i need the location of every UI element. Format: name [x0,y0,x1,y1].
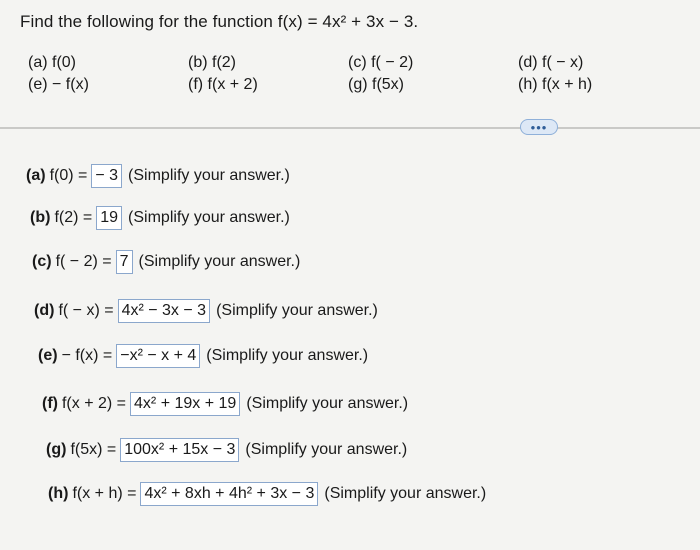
answer-hint: (Simplify your answer.) [324,485,487,502]
answer-expression: f(x + h) = [72,485,137,502]
answer-row-h [48,481,486,507]
answer-box-c[interactable]: 7 [116,250,133,274]
answer-box-b[interactable]: 19 [96,206,122,230]
answer-label: (a) [26,167,46,184]
part-g: (g) f(5x) [348,76,404,93]
answer-hint: (Simplify your answer.) [206,347,369,364]
answer-expression: f( − 2) = [55,253,112,270]
answer-row-c [32,249,300,275]
answer-hint: (Simplify your answer.) [138,253,301,270]
answer-hint: (Simplify your answer.) [246,395,409,412]
answer-label: (b) [30,209,51,226]
answer-box-a[interactable]: − 3 [91,164,122,188]
section-divider [0,127,700,129]
part-b: (b) f(2) [188,54,236,71]
answer-expression: f(2) = [54,209,93,226]
answer-label: (g) [46,441,67,458]
parts-list [28,54,668,94]
problem-statement [8,6,698,124]
answer-box-d[interactable]: 4x² − 3x − 3 [118,299,211,323]
part-h: (h) f(x + h) [518,76,593,93]
part-c: (c) f( − 2) [348,54,414,71]
answer-row-f [42,391,408,417]
answer-row-a [26,163,290,189]
answer-expression: f(5x) = [70,441,117,458]
part-a: (a) f(0) [28,54,76,71]
prompt-text: Find the following for the function f(x) = 4x² + 3x − 3. [20,12,419,31]
answer-box-f[interactable]: 4x² + 19x + 19 [130,392,240,416]
answer-label: (c) [32,253,52,270]
answer-expression: f( − x) = [58,302,114,319]
part-f: (f) f(x + 2) [188,76,258,93]
answer-row-g [46,437,407,463]
answer-box-g[interactable]: 100x² + 15x − 3 [120,438,239,462]
answer-expression: f(x + 2) = [61,395,127,412]
answer-hint: (Simplify your answer.) [128,209,290,226]
answer-hint: (Simplify your answer.) [128,167,290,184]
answer-row-b [30,205,290,231]
answer-row-e [38,343,368,369]
answer-label: (e) [38,347,58,364]
answer-row-d [34,298,378,324]
answer-label: (f) [42,395,58,412]
answer-label: (d) [34,302,55,319]
answer-hint: (Simplify your answer.) [245,441,408,458]
answer-expression: − f(x) = [61,347,113,364]
more-button[interactable]: ••• [520,119,558,135]
answer-hint: (Simplify your answer.) [216,302,378,319]
part-e: (e) − f(x) [28,76,89,93]
answer-box-e[interactable]: −x² − x + 4 [116,344,200,368]
part-d: (d) f( − x) [518,54,584,71]
answer-label: (h) [48,485,69,502]
answer-box-h[interactable]: 4x² + 8xh + 4h² + 3x − 3 [140,482,318,506]
answer-expression: f(0) = [49,167,88,184]
